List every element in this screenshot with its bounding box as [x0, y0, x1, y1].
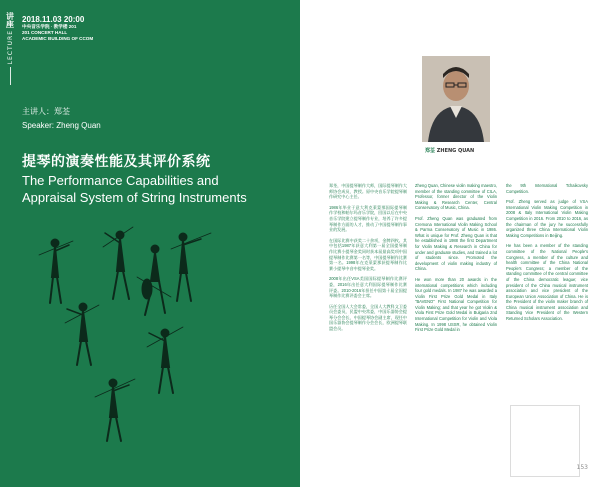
violinist-figure-5 — [147, 327, 183, 393]
bio-column-en-1 — [415, 183, 497, 338]
bio-column-en-2 — [506, 183, 588, 327]
cellist-figure — [137, 245, 171, 315]
lecture-label-en: LECTURE — [6, 30, 14, 65]
bio-paragraph: 2008年出任VSA美国国际提琴制作比赛评委，2016年出任意大利国际提琴制作比赛评委。2010-2016年担任中国第十届全国提琴制作比赛评委会主席。 — [329, 276, 407, 299]
portrait-caption — [425, 147, 474, 154]
right-page — [300, 0, 600, 487]
lecture-title-cn: 提琴的演奏性能及其评价系统 — [22, 154, 211, 170]
event-venue-cn: 中央音乐学院 · 教学楼 201 — [22, 24, 77, 29]
speaker-label-cn: 主讲人：郑荃 — [22, 107, 70, 116]
bio-paragraph: 1986年毕业于意大利克莱蒙那国际提琴制作学校和帕尔玛音乐学院，回国以后在中央音乐学院建立提琴制作专业，培养了许多提琴制作方面的人才，推动了中国提琴制作事业的发展。 — [329, 204, 407, 233]
violinist-figure-1 — [39, 239, 73, 303]
bio-paragraph: Prof. Zheng Quan was graduated from Cremona International Violin Making School & Parma Conservatory of Music in 1986. What is unique for Prof. Zheng Quan is that he established in 1988 the first Department for Violin Making & Research in China for under and graduate studies, and trained a lot of students since. Promoted the development of violin making industry of China. — [415, 215, 497, 272]
lecture-title-en: The Performance Capabilities and Appraisal System of String Instruments — [22, 173, 247, 205]
event-info — [22, 15, 93, 42]
speaker-portrait — [422, 56, 490, 142]
violinist-figure-6 — [95, 379, 135, 441]
violinist-figure-2 — [103, 227, 133, 299]
bio-paragraph: He won more than 20 awards in the international competitions which including four gold medals. In 1987 he was awarded a Violin First Prize Gold Medal in Italy "BAVENO" First National Competition for Violin Making; and that year he got Violin & Viola First Prize Gold Medal in Bulgaria 2nd International Competition for Violin and Viola Making. In 1998 USSR, he obtained Violin First Prize Gold Medal in — [415, 276, 497, 333]
bio-column-cn — [329, 183, 407, 337]
bio-paragraph: the 9th International Tchaikovsky Competition. — [506, 183, 588, 194]
event-date: 2018.11.03 20:00 — [22, 15, 85, 24]
bio-paragraph: Zheng Quan, Chinese violin making maestro, member of the standing committee of CILA, Professor, former director of the Violin Making & Research Center, Central Conservatory of Music, China. — [415, 183, 497, 211]
bio-paragraph: He has been a member of the standing committee of the National People's Congress, a member of the culture and health committee of the China National People's Congress; a member of the standing committee of the central committee of the China democratic league; vice president of the China musical instrument association and vice president of the European Union Association of China. He is the President of the violin maker branch of China musical instrument association and Standing Vice President of the Western Returned Scholars Association. — [506, 243, 588, 322]
violinist-figure-4 — [65, 303, 99, 365]
bio-paragraph: 历任全国人大会常委，全国人大教科文卫委员会委员，民盟中央常委，中国乐器协会提琴分会会长，中国提琴协会副主席，现任中国乐器协会提琴制作分会会长，欧洲提琴联盟会员。 — [329, 303, 407, 332]
lecture-tab-divider — [10, 67, 11, 85]
portrait-caption-cn: 郑荃 — [425, 148, 436, 154]
bio-paragraph: Prof. Zheng served as judge of VSA International Violin Making Competition in 2008 & Italy International Violin Making Competition in 2016. From 2010 to 2016, as the chairman of the jury he successfully organized three China International Violin Making Competitions in Beijing. — [506, 199, 588, 238]
speaker-block — [22, 105, 101, 133]
page-number: 153 — [576, 464, 588, 471]
musicians-illustration — [25, 215, 225, 445]
speaker-label-en: Speaker: Zheng Quan — [22, 121, 101, 130]
portrait-caption-en: ZHENG QUAN — [436, 148, 475, 154]
lecture-tab — [2, 12, 18, 85]
lecture-label-cn: 讲座 — [5, 12, 15, 28]
bio-paragraph: 在国际比赛中获奖二十余项，金牌四枚。其中包括1987年获意大利第一届全国提琴制作比赛小提琴金奖同时获本届最高奖项中国提琴制作比赛第一名等，中国提琴制作比赛第一名。1998年在克莱蒙那获提琴制作比赛小提琴中音中提琴金奖。 — [329, 237, 407, 271]
bio-paragraph: 郑荃，中国提琴制作大师，国际提琴制作大师协会成员，教授。原中央音乐学院提琴制作研究中心主任。 — [329, 183, 407, 200]
portrait-photo-icon — [422, 56, 490, 142]
violinist-figure-3 — [171, 233, 211, 301]
watermark-stamp — [510, 405, 580, 477]
event-hall-en: 201 CONCERT HALL — [22, 30, 68, 35]
event-building-en: ACADEMIC BUILDING OF CCOM — [22, 36, 94, 41]
